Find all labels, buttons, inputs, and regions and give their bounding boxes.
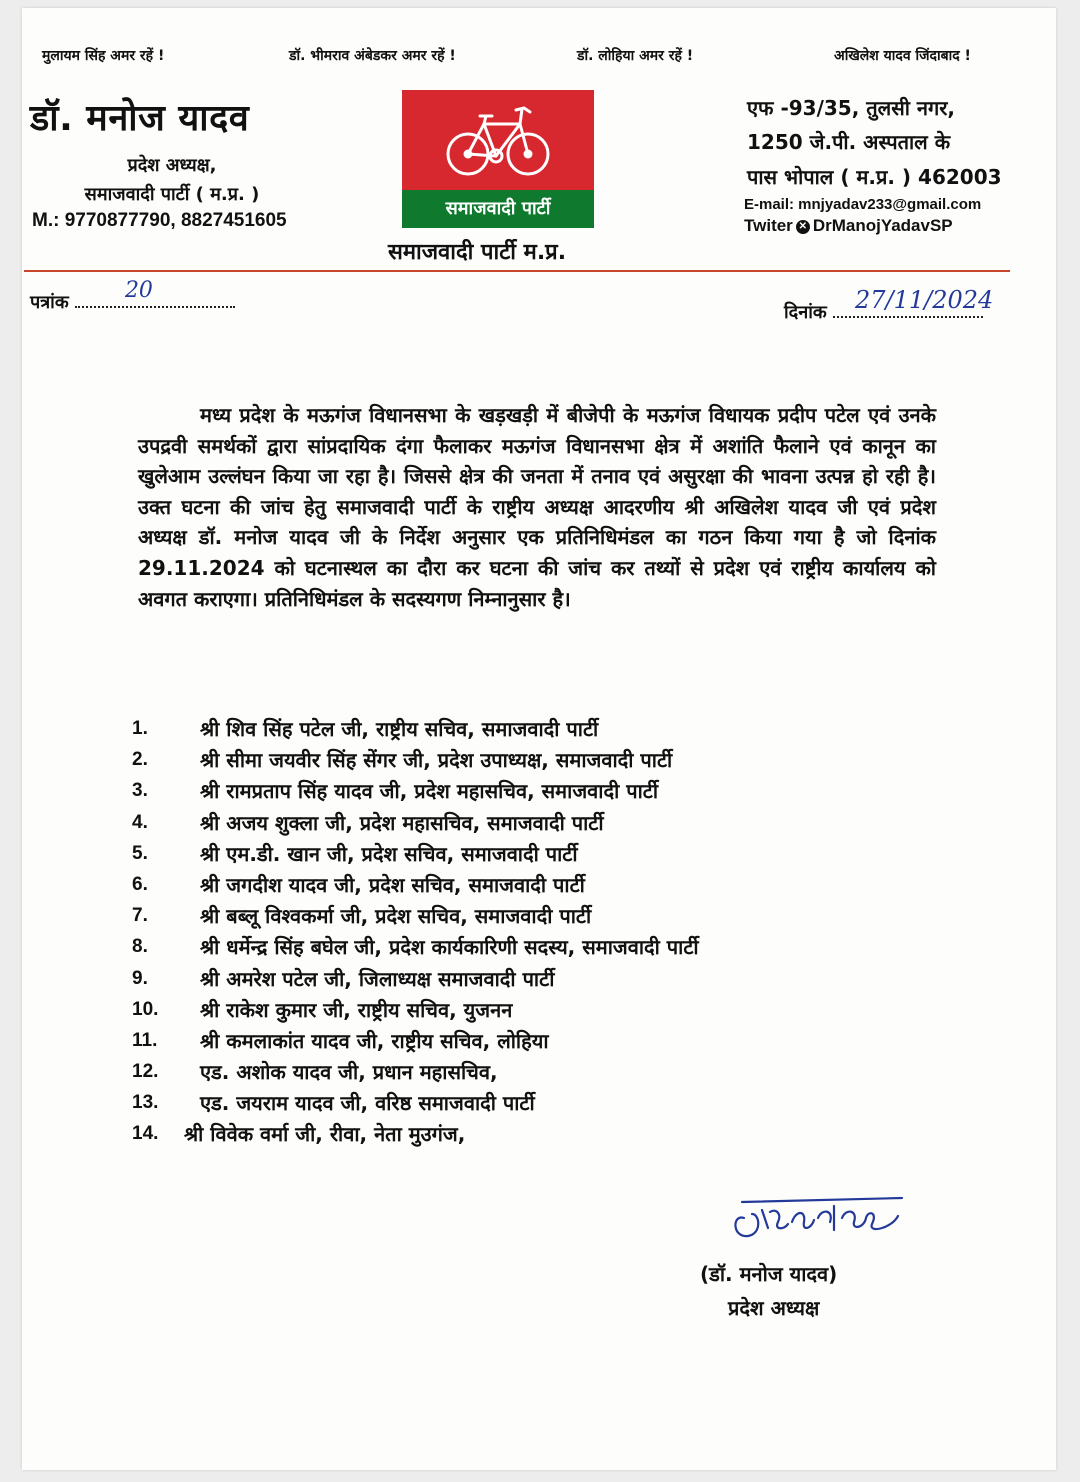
list-item (132, 871, 892, 902)
list-item (132, 715, 892, 746)
date-field (784, 286, 994, 324)
sender-name: डॉ. मनोज यादव (30, 98, 250, 139)
list-item (132, 746, 892, 777)
address-line-1: एफ -93/35, तुलसी नगर, (747, 96, 956, 120)
item-number: 14. (132, 1123, 159, 1145)
item-text: श्री एम.डी. खान जी, प्रदेश सचिव, समाजवादी पार्टी (200, 841, 578, 866)
item-number: 8. (132, 936, 148, 958)
list-item (132, 1089, 892, 1120)
party-name-line: समाजवादी पार्टी म.प्र. (388, 240, 567, 265)
list-item (132, 996, 892, 1027)
item-text: श्री राकेश कुमार जी, राष्ट्रीय सचिव, युजनन (200, 997, 513, 1022)
list-item (132, 933, 892, 964)
twitter-line (744, 216, 953, 236)
designation-line-1: प्रदेश अध्यक्ष, (127, 155, 217, 176)
item-text: श्री सीमा जयवीर सिंह सेंगर जी, प्रदेश उपाध्यक्ष, समाजवादी पार्टी (200, 748, 673, 773)
list-item (132, 1027, 892, 1058)
item-text: एड. जयराम यादव जी, वरिष्ठ समाजवादी पार्टी (200, 1091, 535, 1116)
party-logo (402, 90, 594, 228)
address-line-2: 1250 जे.पी. अस्पताल के (747, 130, 951, 154)
slogan-3: डॉ. लोहिया अमर रहें ! (577, 48, 694, 64)
item-text: श्री बब्लू विश्वकर्मा जी, प्रदेश सचिव, समाजवादी पार्टी (200, 904, 592, 929)
delegation-members-list (132, 715, 892, 1152)
dinank-blank (833, 286, 994, 318)
item-number: 1. (132, 718, 148, 739)
header-divider (24, 270, 1010, 272)
item-number: 4. (132, 811, 148, 833)
twitter-handle: DrManojYadavSP (812, 216, 953, 235)
list-item (132, 965, 892, 996)
signatory-name: (डॉ. मनोज यादव) (700, 1262, 838, 1286)
dinank-label: दिनांक (784, 302, 827, 323)
letterhead-page (22, 8, 1056, 1470)
patrank-value: 20 (124, 278, 153, 303)
item-text: श्री शिव सिंह पटेल जी, राष्ट्रीय सचिव, समाजवादी पार्टी (200, 717, 599, 741)
slogan-4: अखिलेश यादव जिंदाबाद ! (834, 48, 971, 64)
item-text: श्री विवेक वर्मा जी, रीवा, नेता मुउगंज, (184, 1122, 466, 1147)
address-line-3: पास भोपाल ( म.प्र. ) 462003 (747, 165, 1002, 189)
item-number: 10. (132, 998, 159, 1020)
patrank-blank (75, 278, 235, 308)
bicycle-icon (444, 96, 552, 188)
email-address: E-mail: mnjyadav233@gmail.com (744, 196, 982, 213)
item-number: 9. (132, 967, 148, 989)
item-text: श्री कमलाकांत यादव जी, राष्ट्रीय सचिव, लोहिया (200, 1028, 549, 1053)
item-number: 5. (132, 842, 148, 864)
list-item (132, 1058, 892, 1089)
item-text: श्री जगदीश यादव जी, प्रदेश सचिव, समाजवादी पार्टी (200, 872, 585, 897)
item-text: श्री धर्मेन्द्र सिंह बघेल जी, प्रदेश कार्यकारिणी सदस्य, समाजवादी पार्टी (200, 935, 699, 960)
list-item (132, 809, 892, 840)
letter-body: मध्य प्रदेश के मऊगंज विधानसभा के खड़खड़ी में बीजेपी के मऊगंज विधायक प्रदीप पटेल एवं उनके उपद्रवी समर्थकों द्वारा सांप्रदायिक दंगा फैलाकर मऊगंज विधानसभा क्षेत्र में अशांति फैलाने एवं कानून का खुलेआम उल्लंघन किया जा रहा है। जिससे क्षेत्र की जनता में तनाव एवं असुरक्षा की भावना उत्पन्न हो रही है। उक्त घटना की जांच हेतु समाजवादी पार्टी के राष्ट्रीय अध्यक्ष आदरणीय श्री अखिलेश यादव जी एवं प्रदेश अध्यक्ष डॉ. मनोज यादव जी के निर्देश अनुसार एक प्रतिनिधिमंडल का गठन किया गया है जो दिनांक 29.11.2024 को घटनास्थल का दौरा कर घटना की जांच कर तथ्यों से प्रदेश एवं राष्ट्रीय कार्यालय को अवगत कराएगा। प्रतिनिधिमंडल के सदस्यगण निम्नानुसार है। (138, 403, 936, 611)
reference-number (30, 278, 235, 314)
twitter-label: Twiter (744, 216, 793, 235)
item-text: एड. अशोक यादव जी, प्रधान महासचिव, (200, 1060, 498, 1085)
handwritten-signature (722, 1188, 922, 1258)
item-number: 12. (132, 1061, 159, 1083)
designation-line-2: समाजवादी पार्टी ( म.प्र. ) (84, 184, 260, 205)
item-number: 11. (132, 1029, 158, 1051)
list-item (132, 777, 892, 808)
item-text: श्री अमरेश पटेल जी, जिलाध्यक्ष समाजवादी पार्टी (200, 966, 555, 991)
item-text: श्री अजय शुक्ला जी, प्रदेश महासचिव, समाजवादी पार्टी (200, 810, 604, 835)
item-number: 3. (132, 780, 148, 802)
patrank-label: पत्रांक (30, 292, 69, 313)
slogan-2: डॉ. भीमराव अंबेडकर अमर रहें ! (289, 48, 456, 64)
slogan-1: मुलायम सिंह अमर रहें ! (42, 48, 165, 64)
item-text: श्री रामप्रताप सिंह यादव जी, प्रदेश महासचिव, समाजवादी पार्टी (200, 779, 659, 804)
list-item (132, 1120, 892, 1151)
item-number: 13. (132, 1092, 159, 1114)
logo-text: समाजवादी पार्टी (402, 190, 594, 228)
list-item (132, 902, 892, 933)
mobile-numbers: M.: 9770877790, 8827451605 (32, 210, 287, 231)
x-logo-icon: ✕ (796, 220, 810, 234)
item-number: 6. (132, 873, 148, 895)
signatory-title: प्रदेश अध्यक्ष (728, 1296, 820, 1320)
list-item (132, 840, 892, 871)
item-number: 2. (132, 749, 148, 771)
item-number: 7. (132, 905, 148, 927)
dinank-value: 27/11/2024 (854, 286, 994, 314)
